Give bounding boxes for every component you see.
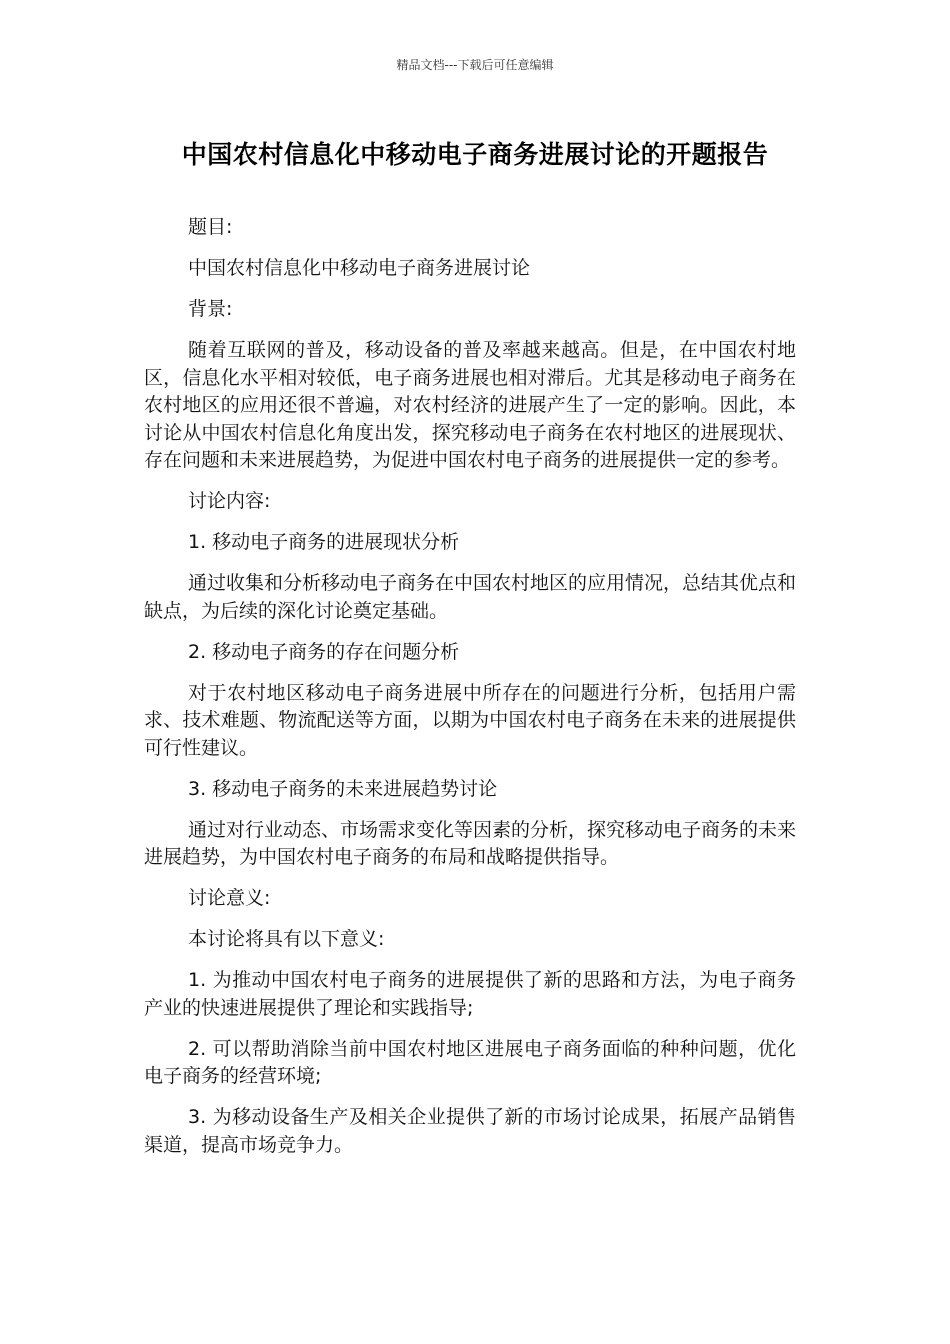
paragraph-item-3-heading: 3. 移动电子商务的未来进展趋势讨论: [188, 777, 498, 800]
paragraph-topic: 中国农村信息化中移动电子商务进展讨论: [188, 257, 531, 279]
paragraph-background-label: 背景:: [188, 298, 233, 320]
paragraph-item-1-heading: 1. 移动电子商务的进展现状分析: [188, 531, 460, 553]
document-title: 中国农村信息化中移动电子商务进展讨论的开题报告: [181, 140, 769, 169]
page-header: 精品文档---下载后可任意编辑: [396, 58, 554, 72]
paragraph-item-2-body: 对于农村地区移动电子商务进展中所存在的问题进行分析，包括用户需求、技术难题、物流配送等方面，以期为中国农村电子商务在未来的进展提供可行性建议。: [144, 681, 796, 759]
document-body: [144, 214, 796, 1173]
paragraph-significance-1: 1. 为推动中国农村电子商务的进展提供了新的思路和方法，为电子商务产业的快速进展提供了理论和实践指导;: [144, 969, 796, 1019]
paragraph-topic-label: 题目:: [188, 216, 233, 238]
paragraph-item-1-body: 通过收集和分析移动电子商务在中国农村地区的应用情况，总结其优点和缺点，为后续的深化讨论奠定基础。: [144, 572, 797, 622]
paragraph-content-label: 讨论内容:: [188, 490, 271, 512]
paragraph-significance-3: 3. 为移动设备生产及相关企业提供了新的市场讨论成果，拓展产品销售渠道，提高市场竞争力。: [144, 1106, 796, 1156]
paragraph-significance-2: 2. 可以帮助消除当前中国农村地区进展电子商务面临的种种问题，优化电子商务的经营环境;: [144, 1037, 796, 1087]
paragraph-background: 随着互联网的普及，移动设备的普及率越来越高。但是，在中国农村地区，信息化水平相对较低，电子商务进展也相对滞后。尤其是移动电子商务在农村地区的应用还很不普遍，对农村经济的进展产生了一定的影响。因此，本讨论从中国农村信息化角度出发，探究移动电子商务在农村地区的进展现状、存在问题和未来进展趋势，为促进中国农村电子商务的进展提供一定的参考。: [144, 339, 796, 471]
paragraph-item-2-heading: 2. 移动电子商务的存在问题分析: [188, 640, 460, 663]
paragraph-significance-label: 讨论意义:: [188, 887, 271, 909]
paragraph-item-3-body: 通过对行业动态、市场需求变化等因素的分析，探究移动电子商务的未来进展趋势，为中国农村电子商务的布局和战略提供指导。: [144, 818, 797, 868]
paragraph-significance-intro: 本讨论将具有以下意义:: [188, 928, 385, 950]
